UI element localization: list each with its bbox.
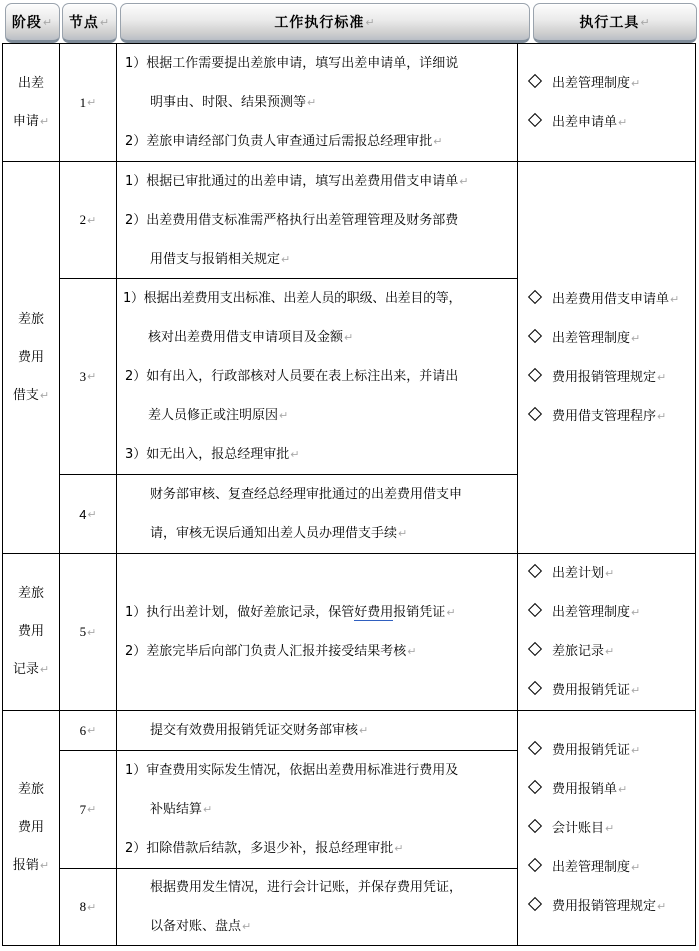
standard-line: 2）扣除借款后结款，多退少补，报总经理审批↵	[125, 841, 404, 856]
paragraph-mark-icon: ↵	[99, 15, 111, 29]
node-cell-6	[59, 710, 117, 751]
standard-cell-5	[116, 553, 518, 711]
paragraph-mark-icon: ↵	[605, 645, 615, 658]
standard-line: 1）审查费用实际发生情况，依据出差费用标准进行费用及	[125, 763, 459, 778]
tool-item: 出差计划↵	[528, 554, 695, 593]
paragraph-mark-icon: ↵	[307, 96, 317, 109]
paragraph-mark-icon: ↵	[631, 606, 641, 619]
paragraph-mark-icon: ↵	[39, 114, 50, 128]
stage-label: 出差	[17, 75, 44, 91]
diamond-bullet-icon	[528, 289, 542, 303]
tool-item: 出差管理制度↵	[528, 319, 695, 358]
standard-line: 2）差旅申请经部门负责人审查通过后需报总经理审批↵	[125, 134, 443, 149]
standard-line: 2）如有出入，行政部核对人员要在表上标注出来，并请出	[125, 369, 459, 384]
stage-label: 申请↵	[12, 113, 50, 129]
paragraph-mark-icon: ↵	[631, 331, 641, 345]
node-number: 4	[79, 506, 87, 522]
paragraph-mark-icon: ↵	[618, 782, 628, 796]
tool-item: 出差申请单↵	[528, 103, 695, 142]
paragraph-mark-icon: ↵	[87, 371, 97, 383]
diamond-bullet-icon	[528, 896, 542, 910]
paragraph-mark-icon: ↵	[290, 448, 300, 461]
paragraph-mark-icon: ↵	[605, 567, 615, 580]
paragraph-mark-icon: ↵	[39, 859, 50, 872]
paragraph-mark-icon: ↵	[39, 663, 50, 676]
stage-label: 费用	[17, 349, 44, 365]
node-number: 5	[79, 624, 87, 639]
stage-label: 费用	[17, 624, 44, 639]
standard-cell-3	[116, 278, 518, 475]
tool-item: 会计账目↵	[528, 809, 695, 848]
stage-label: 费用	[17, 820, 44, 835]
standard-line: 以备对账、盘点↵	[150, 919, 252, 934]
standard-line: 根据费用发生情况，进行会计记账，并保存费用凭证，	[150, 880, 463, 895]
standard-line: 1）根据工作需要提出差旅申请，填写出差申请单，详细说	[125, 56, 459, 71]
paragraph-mark-icon: ↵	[87, 804, 97, 816]
paragraph-mark-icon: ↵	[605, 821, 615, 835]
standard-cell-8	[116, 868, 518, 946]
tools-cell-apply	[517, 43, 696, 162]
stage-cell-reimburse	[2, 710, 60, 946]
paragraph-mark-icon: ↵	[87, 214, 97, 227]
node-cell-7	[59, 750, 117, 869]
tool-item: 出差管理制度↵	[528, 593, 695, 632]
diamond-bullet-icon	[528, 603, 542, 617]
standard-line: 1）根据已审批通过的出差申请，填写出差费用借支申请单↵	[125, 173, 469, 189]
diamond-bullet-icon	[528, 406, 542, 420]
stage-label: 差旅	[17, 586, 44, 601]
header-tools	[533, 3, 697, 43]
paragraph-mark-icon: ↵	[87, 97, 97, 109]
standard-line: 2）出差费用借支标准需严格执行出差管理管理及财务部费	[125, 212, 459, 228]
standard-cell-7	[116, 750, 518, 869]
paragraph-mark-icon: ↵	[242, 920, 252, 933]
node-cell-1	[59, 43, 117, 162]
header-stage	[5, 3, 60, 43]
paragraph-mark-icon: ↵	[631, 76, 641, 90]
paragraph-mark-icon: ↵	[359, 724, 369, 737]
paragraph-mark-icon: ↵	[657, 409, 667, 423]
node-number: 3	[79, 368, 87, 384]
stage-cell-record	[2, 553, 60, 711]
diamond-bullet-icon	[528, 681, 542, 695]
paragraph-mark-icon: ↵	[87, 901, 97, 914]
tool-item: 费用报销管理规定↵	[528, 887, 695, 926]
tool-item: 费用报销单↵	[528, 770, 695, 809]
standard-line: 明事由、时限、结果预测等↵	[150, 95, 317, 110]
stage-label: 借支↵	[12, 387, 50, 403]
standard-line: 差人员修正或注明原因↵	[148, 408, 289, 423]
header-node	[62, 3, 117, 43]
standard-line: 2）差旅完毕后向部门负责人汇报并接受结果考核↵	[125, 644, 417, 659]
diamond-bullet-icon	[528, 73, 542, 87]
diamond-bullet-icon	[528, 642, 542, 656]
node-cell-3	[59, 278, 117, 475]
paragraph-mark-icon: ↵	[203, 803, 213, 816]
standard-line: 1）执行出差计划，做好差旅记录，保管好费用报销凭证↵	[125, 605, 456, 620]
standard-line: 3）如无出入，报总经理审批↵	[125, 447, 300, 462]
header-standard	[120, 3, 530, 43]
paragraph-mark-icon: ↵	[640, 15, 651, 29]
header-stage-label: 阶段	[11, 15, 42, 31]
node-cell-2	[59, 161, 117, 279]
stage-label: 差旅	[17, 782, 44, 797]
paragraph-mark-icon: ↵	[657, 899, 667, 913]
diamond-bullet-icon	[528, 367, 542, 381]
stage-label: 记录↵	[12, 662, 50, 677]
standard-line: 财务部审核、复查经总经理审批通过的出差费用借支申	[150, 487, 463, 502]
diamond-bullet-icon	[528, 779, 542, 793]
paragraph-mark-icon: ↵	[631, 684, 641, 697]
paragraph-mark-icon: ↵	[657, 370, 667, 384]
standard-line: 用借支与报销相关规定↵	[150, 251, 291, 267]
tool-item: 差旅记录↵	[528, 632, 695, 671]
diamond-bullet-icon	[528, 328, 542, 342]
node-cell-8	[59, 868, 117, 946]
node-number: 7	[79, 801, 87, 817]
paragraph-mark-icon: ↵	[42, 15, 54, 29]
tools-cell-advance	[517, 161, 696, 554]
paragraph-mark-icon: ↵	[394, 842, 404, 855]
paragraph-mark-icon: ↵	[433, 135, 443, 148]
paragraph-mark-icon: ↵	[631, 743, 641, 757]
paragraph-mark-icon: ↵	[407, 645, 417, 658]
diamond-bullet-icon	[528, 564, 542, 578]
header-standard-label: 工作执行标准	[274, 15, 365, 31]
standard-line: 核对出差费用借支申请项目及金额↵	[148, 330, 354, 345]
standard-line: 补贴结算↵	[150, 802, 213, 817]
stage-label: 差旅	[17, 311, 44, 327]
node-cell-4	[59, 474, 117, 554]
paragraph-mark-icon: ↵	[344, 331, 354, 344]
node-number: 1	[79, 94, 87, 110]
standard-line: 请，审核无误后通知出差人员办理借支手续↵	[150, 526, 408, 541]
stage-label: 报销↵	[12, 858, 50, 873]
node-number: 8	[79, 899, 87, 914]
diamond-bullet-icon	[528, 112, 542, 126]
paragraph-mark-icon: ↵	[39, 388, 50, 402]
standard-line: 1）根据出差费用支出标准、出差人员的职级、出差目的等，	[123, 291, 462, 306]
standard-cell-4	[116, 474, 518, 554]
diamond-bullet-icon	[528, 818, 542, 832]
paragraph-mark-icon: ↵	[670, 292, 680, 306]
paragraph-mark-icon: ↵	[87, 725, 97, 737]
paragraph-mark-icon: ↵	[398, 527, 408, 540]
paragraph-mark-icon: ↵	[618, 115, 628, 129]
paragraph-mark-icon: ↵	[459, 174, 469, 188]
tool-item: 出差费用借支申请单↵	[528, 280, 695, 319]
tool-item: 出差管理制度↵	[528, 848, 695, 887]
diamond-bullet-icon	[528, 857, 542, 871]
paragraph-mark-icon: ↵	[279, 409, 289, 422]
stage-cell-apply	[2, 43, 60, 162]
tools-cell-record	[517, 553, 696, 711]
tools-cell-reimburse	[517, 710, 696, 946]
standard-cell-1	[116, 43, 518, 162]
stage-cell-advance	[2, 161, 60, 554]
paragraph-mark-icon: ↵	[631, 860, 641, 874]
standard-cell-6	[116, 710, 518, 751]
node-cell-5	[59, 553, 117, 711]
tool-item: 费用报销凭证↵	[528, 731, 695, 770]
tool-item: 费用报销管理规定↵	[528, 358, 695, 397]
node-number: 2	[79, 212, 87, 227]
paragraph-mark-icon: ↵	[87, 508, 97, 521]
paragraph-mark-icon: ↵	[281, 252, 291, 266]
paragraph-mark-icon: ↵	[87, 626, 97, 639]
header-node-label: 节点	[68, 15, 99, 31]
header-tools-label: 执行工具	[579, 15, 640, 31]
node-number: 6	[79, 722, 87, 738]
tool-item: 费用借支管理程序↵	[528, 397, 695, 436]
paragraph-mark-icon: ↵	[365, 15, 376, 29]
spellcheck-underline: 好费用	[354, 605, 394, 620]
standard-cell-2	[116, 161, 518, 279]
tool-item: 出差管理制度↵	[528, 64, 695, 103]
tool-item: 费用报销凭证↵	[528, 671, 695, 710]
diamond-bullet-icon	[528, 740, 542, 754]
paragraph-mark-icon: ↵	[446, 606, 456, 619]
standard-line: 提交有效费用报销凭证交财务部审核↵	[150, 723, 369, 738]
